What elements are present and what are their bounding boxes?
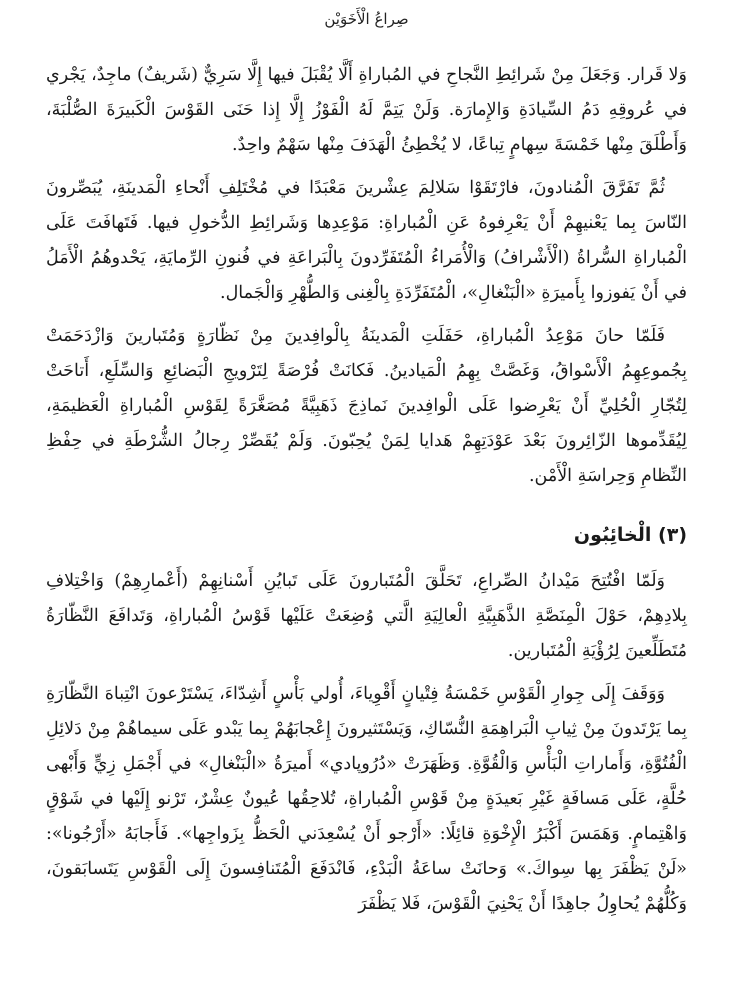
paragraph-city-crowds: فَلَمّا حانَ مَوْعِدُ الْمُباراةِ، حَفَلَتِ الْمَدينَةُ بِالْوافِدينَ مِنْ نَظّارَةٍ وَمُتَبارينَ وَازْدَحَمَتْ بِجُموعِهِمُ الْأَسْواقُ، وَغَصَّتْ بِهِمُ الْمَيادينُ. فَكانَتْ فُرْصَةً لِتَرْويجِ الْبَضائِعِ وَالسِّلَعِ، أَتاحَتْ لِتُجّارِ الْحُلِيِّ أَنْ يَعْرِضوا عَلَى الْوافِدينَ نَماذِجَ ذَهَبِيَّةً مُصَغَّرَةً لِقَوْسِ الْمُباراةِ الْعَظيمَةِ، لِيُقَدِّموها الزّائِرونَ بَعْدَ عَوْدَتِهِمْ هَدايا لِمَنْ يُحِبّونَ. وَلَمْ يُقَصِّرْ رِجالُ الشُّرْطَةِ في حِفْظِ النِّظامِ وَحِراسَةِ الْأَمْن.	[46, 326, 687, 486]
running-head: صِراعُ الْأَخَوَيْن	[324, 10, 409, 28]
body-text	[46, 58, 687, 930]
paragraph-conditions: وَلا قَرار. وَجَعَلَ مِنْ شَرائِطِ النَّجاحِ في المُباراةِ أَلَّا يُقْبَلَ فيها إِلَّا سَرِيٌّ (شَريفٌ) ماجِدٌ، يَجْري في عُروقِهِ دَمُ السِّيادَةِ وَالإِمارَة. وَلَنْ يَتِمَّ لَهُ الْفَوْزُ إِلَّا إِذا حَنَى القَوْسَ الْكَبيرَةَ الصُّلْبَةَ، وَأَطْلَقَ مِنْها خَمْسَةَ سِهامٍ تِباعًا، لا يُخْطِئُ الْهَدَفَ مِنْها سَهْمٌ واحِدٌ.	[46, 65, 687, 155]
section-heading: (٣) الْخائِبُون	[573, 524, 687, 546]
paragraph-arena-opening: وَلَمّا افْتُتِحَ مَيْدانُ الصِّراعِ، تَحَلَّقَ الْمُتَبارونَ عَلَى تَبايُنِ أَسْنانِهِمْ (أَعْمارِهِمْ) وَاخْتِلافِ بِلادِهِمْ، حَوْلَ الْمِنَصَّةِ الذَّهَبِيَّةِ الْعالِيَةِ الَّتي وُضِعَتْ عَلَيْها قَوْسُ الْمُباراةِ، وَتَدافَعَ النَّظّارَةُ مُتَطَلِّعينَ لِرُؤْيَةِ الْمُتَبارين.	[46, 571, 687, 661]
paragraph-five-youths: وَوَقَفَ إِلَى جِوارِ الْقَوْسِ خَمْسَةُ فِتْيانٍ أَقْوِياءَ، أُولي بَأْسٍ أَشِدّاءَ، يَسْتَرْعونَ انْتِباهَ النَّظّارَةِ بِما يَرْتَدونَ مِنْ ثِيابِ الْبَراهِمَةِ النُّسّاكِ، وَيَسْتَثيرونَ إِعْجابَهُمْ بِما يَبْدو عَلَى سيماهُمْ مِنْ دَلائِلِ الْفُتُوَّةِ، وَأَماراتِ الْبَأْسِ وَالْقُوَّةِ. وَظَهَرَتْ «دُرُوپادي» أَميرَةُ «الْبَنْغالِ» في أَجْمَلِ زِيٍّ وَأَبْهى حُلَّةٍ، عَلَى مَسافَةٍ غَيْرِ بَعيدَةٍ مِنْ قَوْسِ الْمُباراةِ، تُلاحِقُها عُيونٌ عِشْرٌ، تَرْنو إِلَيْها في شَوْقٍ وَاهْتِمامٍ. وَهَمَسَ أَكْبَرُ الْإِخْوَةِ قائِلًا: «أَرْجو أَنْ يُسْعِدَني الْحَظُّ بِزَواجِها». فَأَجابَهُ «أَرْجُونا»: «لَنْ يَظْفَرَ بِها سِواكَ.» وَحانَتْ ساعَةُ الْبَدْءِ، فَانْدَفَعَ الْمُتَنافِسونَ إِلَى الْقَوْسِ يَتَسابَقونَ، وَكُلُّهُمْ يُحاوِلُ جاهِدًا أَنْ يَحْنِيَ الْقَوْسَ، فَلا يَظْفَرَ	[46, 684, 687, 914]
paragraph-heralds: ثُمَّ تَفَرَّقَ الْمُنادونَ، فارْتَقَوْا سَلالِمَ عِشْرينَ مَعْبَدًا في مُخْتَلِفِ أَنْحاءِ الْمَدينَةِ، يُبَصِّرونَ النّاسَ بِما يَعْنيهِمْ أَنْ يَعْرِفوهُ عَنِ الْمُباراةِ: مَوْعِدِها وَشَرائِطِ الدُّخولِ فيها. فَتَهافَتَ عَلَى الْمُباراةِ السُّراةُ (الْأَشْرافُ) وَالْأُمَراءُ الْمُتَفَرِّدونَ بِالْبَراعَةِ في فُنونِ الرِّمايَةِ، يَحْدوهُمُ الْأَمَلُ في أَنْ يَفوزوا بِأَميرَةِ «الْبَنْغالِ»، الْمُتَفَرِّدَةِ بِالْغِنى وَالطُّهْرِ وَالْجَمال.	[46, 178, 687, 303]
